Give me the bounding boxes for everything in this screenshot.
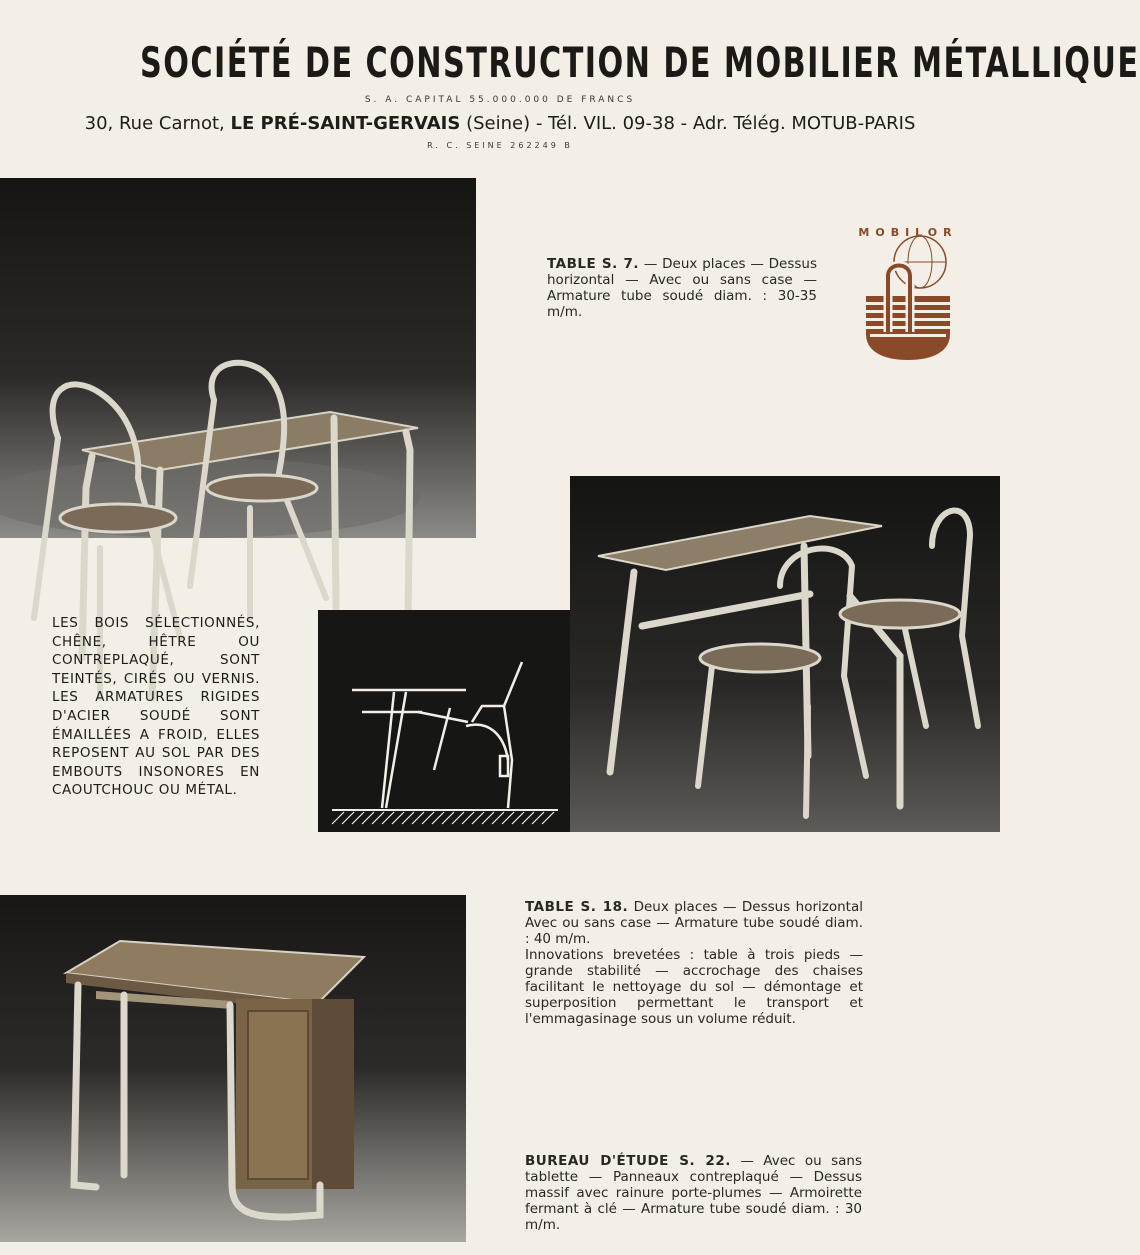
product-desc-s22: — Avec ou sans tablette — Panneaux contreplaqué — Dessus massif avec rainure porte-plumes — Armoirette fermant à clé — Armature tube soudé diam. : 30 m/m. [525,1153,863,1233]
product-name-s22: BUREAU D'ÉTUDE S. 22. [525,1153,731,1169]
product-desc-s18: Deux places — Dessus horizontal Avec ou sans case — Armature tube soudé diam. : 40 m/m. [525,899,864,947]
address-line [0,113,1000,134]
globe-logo-icon [848,214,968,364]
photo-bureau-s22 [0,895,466,1242]
logo-text: MOBILOR [858,226,958,239]
photo-table-s7 [0,178,476,538]
table-s7-illustration [0,178,476,538]
address-suffix: (Seine) - Tél. VIL. 09-38 - Adr. Télég. MOTUB-PARIS [466,113,916,134]
bureau-s22-illustration [0,895,466,1242]
diagram-illustration [318,610,570,832]
registry-line: R. C. SEINE 262249 B [427,141,573,150]
caption-table-s7 [547,256,817,320]
address-prefix: 30, Rue Carnot, [84,113,225,134]
product-desc-s7: — Deux places — Dessus horizontal — Avec ou sans case — Armature tube soudé diam. : 30-35 m/m. [547,256,818,320]
product-name-s7: TABLE S. 7. [547,256,640,272]
product-name-s18: TABLE S. 18. [525,899,629,915]
caption-s18-innovations: Innovations brevetées : table à trois pieds — grande stabilité — accrochage des chaises facilitant le nettoyage du sol — démontage et superposition permettant le transport et l'emmagasinage sous un volume réduit. [525,947,863,1027]
caption-bureau-s22 [525,1153,862,1233]
capital-line: S. A. CAPITAL 55.000.000 DE FRANCS [364,95,636,105]
table-s18-illustration [570,476,1000,832]
photo-table-s18 [570,476,1000,832]
address-town: LE PRÉ-SAINT-GERVAIS [230,113,461,134]
table-chair-diagram [318,610,570,832]
company-title: SOCIÉTÉ DE CONSTRUCTION DE MOBILIER MÉTALLIQUE [140,38,1140,87]
materials-paragraph: LES BOIS SÉLECTIONNÉS, CHÊNE, HÊTRE OU CONTREPLAQUÉ, SONT TEINTÉS, CIRÉS OU VERNIS. LES ARMATURES RIGIDES D'ACIER SOUDÉ SONT ÉMAILLÉES A FROID, ELLES REPOSENT AU SOL PAR DES EMBOUTS INSONORES EN CAOUTCHOUC OU MÉTAL. [52,615,260,799]
caption-s18-main [525,899,863,947]
mobilor-logo [848,214,968,364]
caption-table-s18 [525,899,863,1027]
